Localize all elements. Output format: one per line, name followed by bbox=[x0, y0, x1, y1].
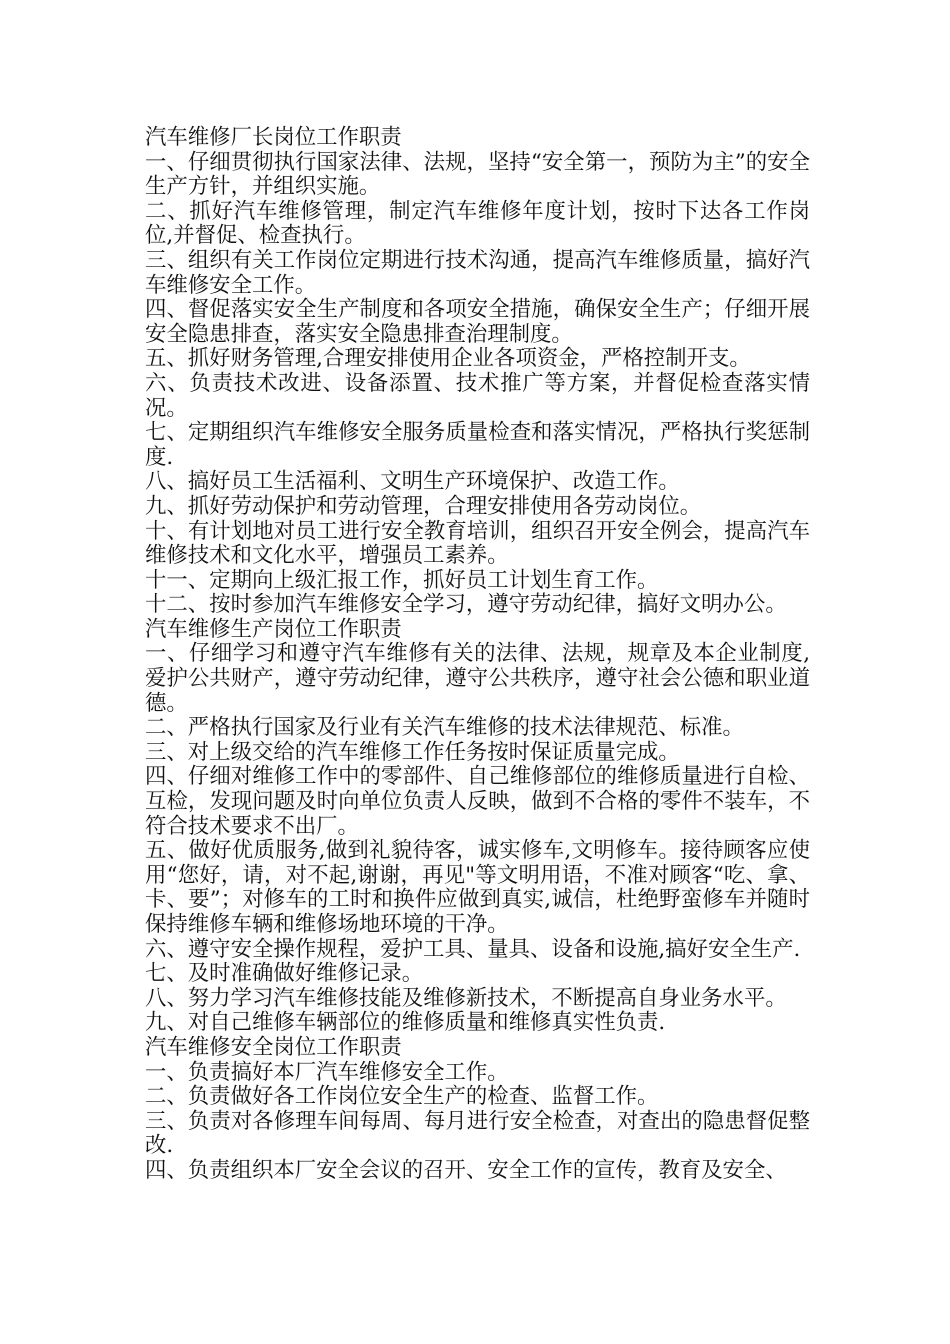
paragraph: 五、抓好财务管理,合理安排使用企业各项资金，严格控制开支。 bbox=[145, 346, 751, 372]
paragraph: 十一、定期向上级汇报工作，抓好员工计划生育工作。 bbox=[145, 567, 659, 593]
paragraph: 二、负责做好各工作岗位安全生产的检查、监督工作。 bbox=[145, 1084, 659, 1110]
paragraph: 三、组织有关工作岗位定期进行技术沟通，提高汽车维修质量，搞好汽车维修安全工作。 bbox=[145, 247, 810, 298]
section-title-factory-manager: 汽车维修厂长岗位工作职责 bbox=[145, 125, 402, 150]
document-page bbox=[145, 126, 810, 1184]
paragraph: 三、负责对各修理车间每周、每月进行安全检查，对查出的隐患督促整改. bbox=[145, 1108, 810, 1159]
paragraph: 十二、按时参加汽车维修安全学习，遵守劳动纪律，搞好文明办公。 bbox=[145, 592, 787, 618]
paragraph: 九、对自己维修车辆部位的维修质量和维修真实性负责. bbox=[145, 1010, 666, 1036]
paragraph: 八、努力学习汽车维修技能及维修新技术，不断提高自身业务水平。 bbox=[145, 985, 787, 1011]
paragraph: 四、仔细对维修工作中的零部件、自己维修部位的维修质量进行自检、互检，发现问题及时向单位负责人反映，做到不合格的零件不装车，不符合技术要求不出厂。 bbox=[145, 764, 810, 839]
section-title-safety: 汽车维修安全岗位工作职责 bbox=[145, 1034, 402, 1060]
paragraph: 四、负责组织本厂安全会议的召开、安全工作的宣传，教育及安全、 bbox=[145, 1157, 787, 1183]
paragraph: 二、抓好汽车维修管理，制定汽车维修年度计划，按时下达各工作岗位,并督促、检查执行。 bbox=[145, 198, 810, 249]
paragraph: 一、负责搞好本厂汽车维修安全工作。 bbox=[145, 1059, 509, 1085]
section-title-production: 汽车维修生产岗位工作职责 bbox=[145, 616, 402, 642]
paragraph: 二、严格执行国家及行业有关汽车维修的技术法律规范、标准。 bbox=[145, 715, 744, 741]
paragraph: 八、搞好员工生活福利、文明生产环境保护、改造工作。 bbox=[145, 469, 680, 495]
paragraph: 九、抓好劳动保护和劳动管理，合理安排使用各劳动岗位。 bbox=[145, 493, 702, 519]
paragraph: 一、仔细贯彻执行国家法律、法规，坚持“安全第一，预防为主”的安全生产方针，并组织实施。 bbox=[145, 149, 810, 200]
paragraph: 五、做好优质服务,做到礼貌待客，诚实修车,文明修车。接待顾客应使用“您好，请，对不起,谢谢，再见"等文明用语，不准对顾客“吃、拿、卡、要”；对修车的工时和换件应做到真实,诚信，杜绝野蛮修车并随时保持维修车辆和维修场地环境的干净。 bbox=[145, 838, 810, 937]
paragraph: 七、及时准确做好维修记录。 bbox=[145, 961, 424, 987]
paragraph: 六、负责技术改进、设备添置、技术推广等方案，并督促检查落实情况。 bbox=[145, 370, 810, 421]
paragraph: 七、定期组织汽车维修安全服务质量检查和落实情况，严格执行奖惩制度. bbox=[145, 420, 810, 470]
paragraph: 四、督促落实安全生产制度和各项安全措施，确保安全生产；仔细开展安全隐患排查，落实安全隐患排查治理制度。 bbox=[145, 297, 810, 347]
paragraph: 十、有计划地对员工进行安全教育培训，组织召开安全例会，提高汽车维修技术和文化水平，增强员工素养。 bbox=[145, 518, 810, 569]
paragraph: 六、遵守安全操作规程，爱护工具、量具、设备和设施,搞好安全生产. bbox=[145, 936, 801, 962]
paragraph: 一、仔细学习和遵守汽车维修有关的法律、法规，规章及本企业制度,爱护公共财产，遵守劳动纪律，遵守公共秩序，遵守社会公德和职业道德。 bbox=[145, 641, 810, 716]
paragraph: 三、对上级交给的汽车维修工作任务按时保证质量完成。 bbox=[145, 739, 680, 765]
